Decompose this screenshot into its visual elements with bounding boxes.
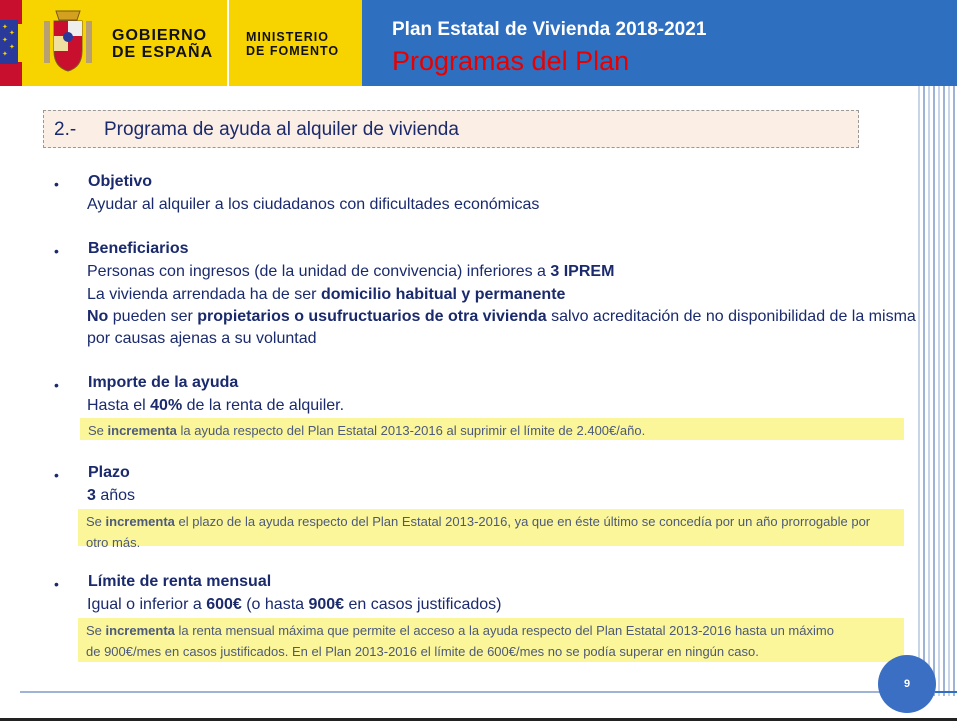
banner-divider — [227, 0, 229, 86]
bullet-icon: • — [54, 176, 59, 192]
item-heading-objetivo: Objetivo — [88, 173, 153, 190]
item-heading-importe: Importe de la ayuda — [88, 374, 239, 391]
bullet-icon: • — [54, 467, 59, 483]
item-line: Igual o inferior a 600€ (o hasta 900€ en casos justificados) — [87, 596, 502, 613]
item-line: La vivienda arrendada ha de ser domicilio habitual y permanente — [87, 286, 566, 303]
item-line: No pueden ser propietarios o usufructuarios de otra vivienda salvo acreditación de no disponibilidad de la misma — [87, 308, 916, 325]
ministry-line-2: DE FOMENTO — [246, 44, 340, 58]
bullet-icon: • — [54, 377, 59, 393]
ministry-name — [246, 30, 339, 58]
plan-subtitle: Programas del Plan — [392, 46, 630, 76]
bullet-icon: • — [54, 576, 59, 592]
decorative-side-lines — [918, 86, 957, 696]
gov-line-1: GOBIERNO — [112, 27, 208, 44]
item-line: Personas con ingresos (de la unidad de convivencia) inferiores a 3 IPREM — [87, 263, 615, 280]
item-line: 3 años — [87, 487, 136, 504]
government-name — [112, 27, 213, 61]
section-header — [43, 110, 859, 148]
item-line: Hasta el 40% de la renta de alquiler. — [87, 397, 345, 414]
highlight-note: Se incrementa el plazo de la ayuda respecto del Plan Estatal 2013-2016, ya que en éste último se concedía por un año prorrogable por otro más. — [78, 509, 904, 546]
item-line: por causas ajenas a su voluntad — [87, 330, 317, 347]
header — [0, 0, 957, 86]
footer-divider — [20, 691, 900, 693]
item-line: Ayudar al alquiler a los ciudadanos con dificultades económicas — [87, 196, 540, 213]
section-title: Programa de ayuda al alquiler de vivienda — [104, 119, 459, 140]
ministry-line-1: MINISTERIO — [246, 30, 329, 44]
item-heading-limite: Límite de renta mensual — [88, 573, 272, 590]
highlight-note: Se incrementa la renta mensual máxima que permite el acceso a la ayuda respecto del Plan Estatal 2013-2016 hasta un máximo de 900€/mes en casos justificados. En el Plan 2013-2016 el límite de 600€/mes no se podía superar en ningún caso. — [78, 618, 904, 662]
eu-flag-icon: ✦ ✦ ✦ ✦ ✦ — [0, 20, 18, 64]
bullet-icon: • — [54, 243, 59, 259]
highlight-note: Se incrementa la ayuda respecto del Plan Estatal 2013-2016 al suprimir el límite de 2.400€/año. — [80, 418, 904, 440]
item-heading-plazo: Plazo — [88, 464, 130, 481]
gov-line-2: DE ESPAÑA — [112, 44, 214, 61]
item-heading-beneficiarios: Beneficiarios — [88, 240, 189, 257]
coat-of-arms-icon — [38, 7, 98, 77]
government-banner — [0, 0, 362, 86]
footer-divider-accent — [935, 691, 957, 693]
section-number: 2.- — [54, 119, 77, 140]
page-number: 9 — [878, 655, 936, 713]
plan-title: Plan Estatal de Vivienda 2018-2021 — [392, 19, 707, 40]
